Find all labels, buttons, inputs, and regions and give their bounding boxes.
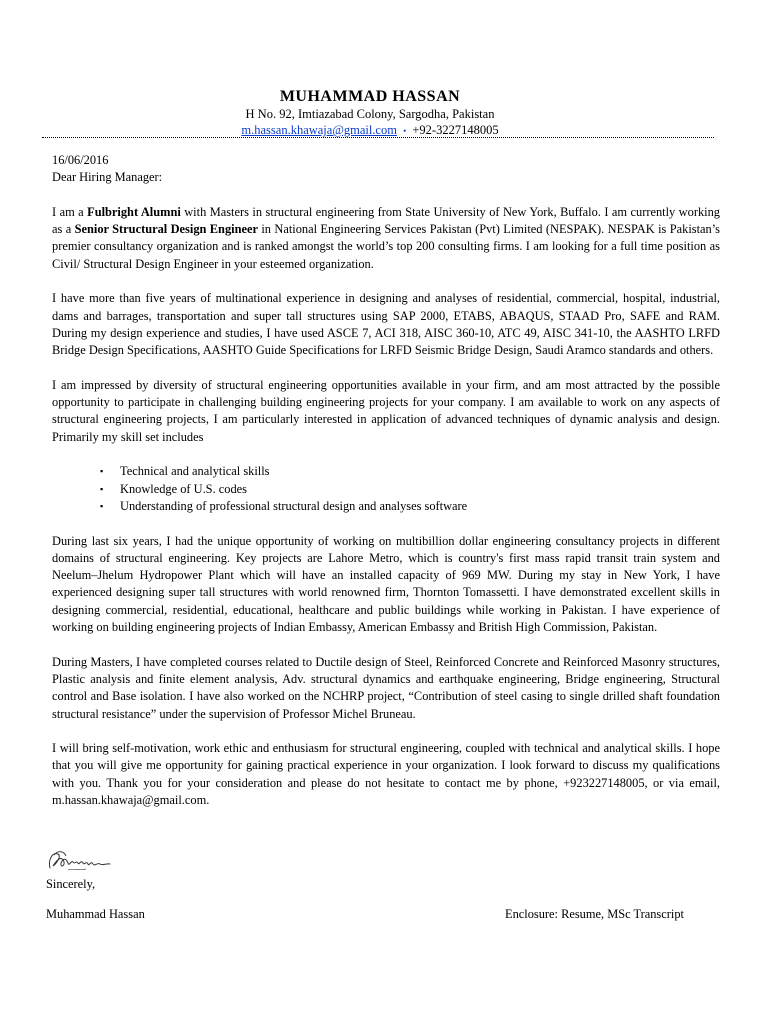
bullet-icon: ▪ [100, 500, 104, 511]
paragraph-projects: During last six years, I had the unique opportunity of working on multibillion dollar engineering consultancy projects in different domains of structural engineering. Key projects are Lahore Metro, which is country's first mass rapid transit train system and Neelum–Jhelum Hydropower Plant which will have an installed capacity of 969 MW. During my stay in New York, I have experienced designing super tall structures with world renowned firm, Thornton Tomassetti. I have demonstrated excellent skills in designing commercial, residential, educational, healthcare and public buildings while working in Pakistan. I have experience of working on building engineering projects of Indian Embassy, American Embassy and British High Commission, Pakistan. [52, 533, 720, 635]
salutation: Dear Hiring Manager: [52, 170, 163, 185]
intro-bold-fulbright: Fulbright Alumni [87, 204, 181, 219]
paragraph-experience: I have more than five years of multinational experience in designing and analyses of residential, commercial, hospital, industrial, dams and barrages, transportation and super tall structures using SAP 2000, ETABS, ABAQUS, STAAD Pro, SAFE and RAM. During my design experience and studies, I have used ASCE 7, ACI 318, AISC 360-10, ATC 49, AISC 341-10, the AASHTO LRFD Bridge Design Specifications, AASHTO Guide Specifications for LRFD Seismic Bridge Design, Saudi Aramco standards and others. [52, 291, 720, 358]
list-item [100, 498, 720, 515]
skill-text: Understanding of professional structural design and analyses software [120, 498, 468, 513]
list-item [100, 481, 720, 498]
signature-image [44, 846, 114, 876]
intro-bold-title: Senior Structural Design Engineer [74, 222, 258, 237]
bullet-icon: ▪ [100, 466, 104, 477]
letter-date: 16/06/2016 [52, 153, 109, 167]
intro-text-1: I am a [52, 204, 88, 219]
list-item [100, 463, 720, 480]
signoff-name: Muhammad Hassan [46, 907, 145, 921]
intro-text-3: in National Engineering Services Pakistan (Pvt) Limited (NESPAK). NESPAK is Pakistan’s premier consultancy organization and is ranked amongst the world’s top 200 consulting firms. I am looking for a full time position as Civil/ Structural Design Engineer in your esteemed organization. [52, 222, 720, 271]
enclosure-note: Enclosure: Resume, MSc Transcript [505, 907, 684, 921]
skills-list [52, 463, 720, 515]
skill-text: Knowledge of U.S. codes [120, 481, 247, 496]
contact-separator: • [403, 126, 407, 136]
intro-text-2: with Masters in structural engineering from State University of New York, Buffalo. I am currently working as a [52, 204, 720, 237]
applicant-address: H No. 92, Imtiazabad Colony, Sargodha, Pakistan [245, 107, 495, 121]
email-link[interactable]: m.hassan.khawaja@gmail.com [241, 123, 397, 137]
letterhead [0, 88, 740, 139]
closing-word: Sincerely, [46, 877, 96, 891]
paragraph-masters: During Masters, I have completed courses related to Ductile design of Steel, Reinforced Concrete and Reinforced Masonry structures, Plastic analysis and finite element analysis, Adv. structural dynamics and earthquake engineering, Bridge engineering, Structural control and Base isolation. I have also worked on the NCHRP project, “Contribution of steel casing to single drilled shaft foundation structural resistance” under the supervision of Professor Michel Bruneau. [52, 654, 720, 721]
paragraph-intro [52, 204, 720, 273]
skill-text: Technical and analytical skills [120, 464, 270, 479]
header-divider [42, 137, 714, 138]
paragraph-interest: I am impressed by diversity of structural engineering opportunities available in your firm, and am most attracted by the possible opportunity to participate in challenging building engineering projects for your company. I am available to work on any aspects of structural engineering projects, I am particularly interested in application of advanced techniques of dynamic analysis and design. Primarily my skill set includes [52, 377, 720, 444]
paragraph-closing: I will bring self-motivation, work ethic and enthusiasm for structural engineering, coupled with technical and analytical skills. I hope that you will give me opportunity for gaining practical experience in your organization. I look forward to discuss my qualifications with you. Thank you for your consideration and please do not hesitate to contact me by phone, +923227148005, or via email, m.hassan.khawaja@gmail.com. [52, 741, 720, 807]
letter-body [52, 152, 720, 827]
applicant-name: MUHAMMAD HASSAN [279, 88, 461, 105]
bullet-icon: ▪ [100, 483, 104, 494]
phone-number: +92-3227148005 [412, 123, 499, 137]
